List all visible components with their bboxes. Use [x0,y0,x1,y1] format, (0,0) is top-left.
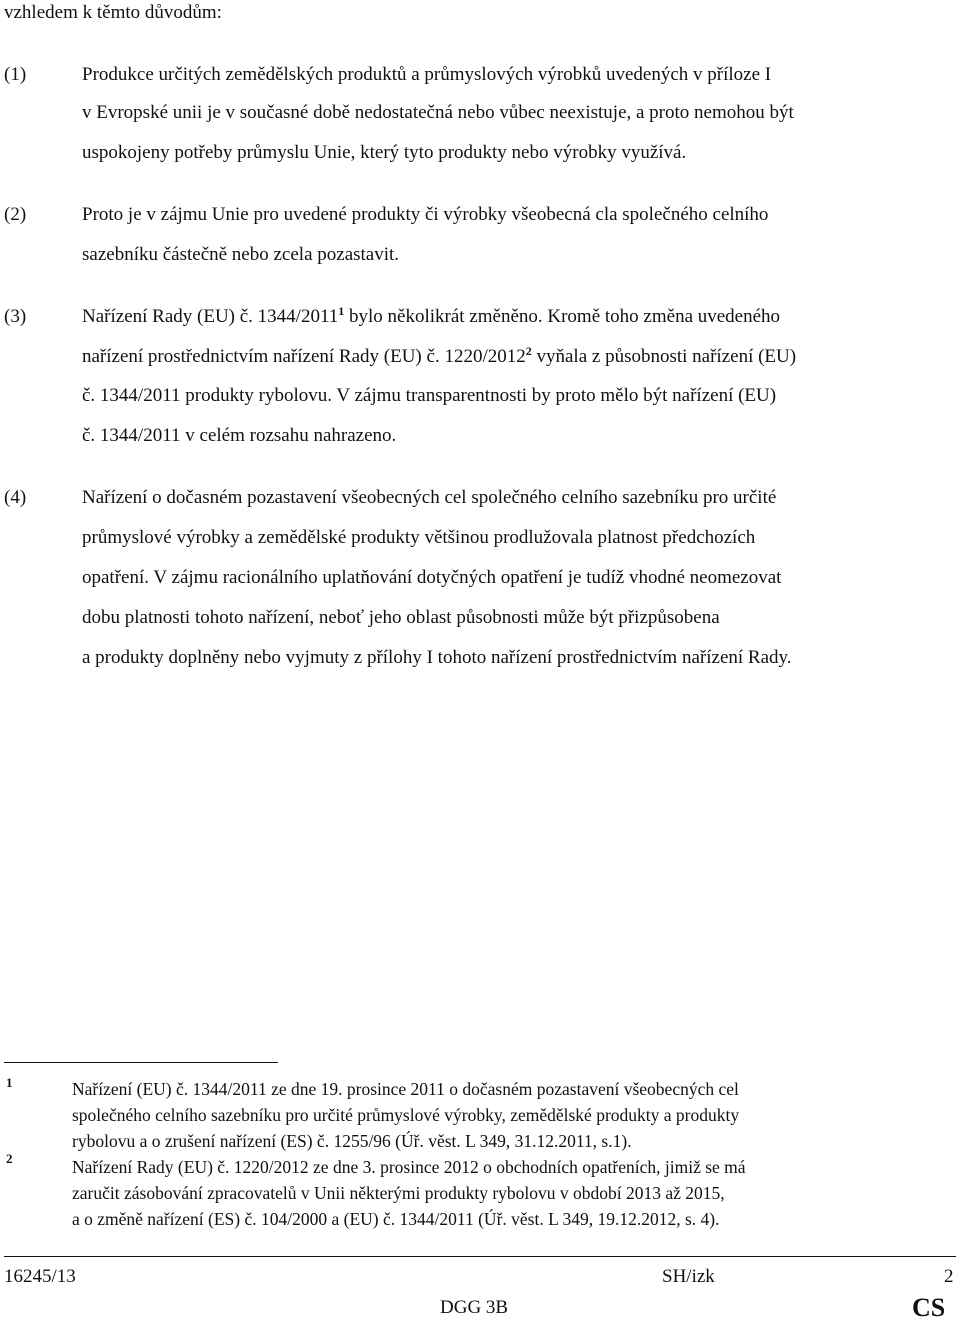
footnote-number: 2 [6,1151,13,1166]
footnote-line: Nařízení (EU) č. 1344/2011 ze dne 19. prosince 2011 o dočasném pozastavení všeobecných cel [72,1079,739,1099]
footnote-line: společného celního sazebníku pro určité průmyslové výrobky, zemědělské produkty a produkty [72,1105,740,1125]
recital-number: (4) [4,487,27,508]
recital-line: Proto je v zájmu Unie pro uvedené produkty či výrobky všeobecná cla společného celního [82,204,769,225]
footnote-line: Nařízení Rady (EU) č. 1220/2012 ze dne 3. prosince 2012 o obchodních opatřeních, jimiž se má [72,1157,746,1177]
recital-number: (1) [4,64,27,85]
recital-line: uspokojeny potřeby průmyslu Unie, který tyto produkty nebo výrobky využívá. [82,142,687,163]
recital-line [82,306,780,328]
recital-line: Nařízení o dočasném pozastavení všeobecných cel společného celního sazebníku pro určité [82,487,777,508]
recital-line: Produkce určitých zemědělských produktů a průmyslových výrobků uvedených v příloze I [82,64,772,85]
recital-line: opatření. V zájmu racionálního uplatňování dotyčných opatření je tudíž vhodné neomezovat [82,567,782,588]
recital-number: (3) [4,306,27,327]
recital-text: bylo několikrát změněno. Kromě toho změna uvedeného [344,306,781,327]
author-initials: SH/izk [662,1266,715,1287]
intro-text: vzhledem k těmto důvodům: [4,2,222,23]
footnote-number: 1 [6,1075,13,1090]
recital-line: průmyslové výrobky a zemědělské produkty většinou prodlužovala platnost předchozích [82,527,756,548]
footer-rule [4,1256,956,1257]
recital-line: sazebníku částečně nebo zcela pozastavit. [82,244,400,265]
recital-line: dobu platnosti tohoto nařízení, neboť jeho oblast působnosti může být přizpůsobena [82,607,720,628]
page-number: 2 [944,1266,954,1287]
footnote-line: a o změně nařízení (ES) č. 104/2000 a (EU) č. 1344/2011 (Úř. věst. L 349, 19.12.2012, s. 4). [72,1209,720,1229]
recital-text: Nařízení Rady (EU) č. 1344/2011 [82,306,339,327]
directorate-code: DGG 3B [440,1297,509,1318]
recital-line: č. 1344/2011 produkty rybolovu. V zájmu transparentnosti by proto mělo být nařízení (EU) [82,385,777,406]
footnote-ref[interactable]: 1 [338,304,345,318]
footnote-line: rybolovu a o zrušení nařízení (ES) č. 1255/96 (Úř. věst. L 349, 31.12.2011, s.1). [72,1131,632,1151]
recital-line [82,346,796,368]
recital-line: a produkty doplněny nebo vyjmuty z přílohy I tohoto nařízení prostřednictvím nařízení Rady. [82,647,792,668]
footnote-separator [4,1062,278,1063]
doc-number: 16245/13 [4,1266,76,1287]
recital-text: vyňala z působnosti nařízení (EU) [531,346,797,367]
recital-number: (2) [4,204,27,225]
recital-text: nařízení prostřednictvím nařízení Rady (EU) č. 1220/2012 [82,346,526,367]
recital-line: č. 1344/2011 v celém rozsahu nahrazeno. [82,425,397,446]
footnote-ref[interactable]: 2 [525,344,532,358]
footnote-line: zaručit zásobování zpracovatelů v Unii některými produkty rybolovu v období 2013 až 2015, [72,1183,725,1203]
language-code: CS [912,1293,946,1322]
recital-line: v Evropské unii je v současné době nedostatečná nebo vůbec neexistuje, a proto nemohou být [82,102,794,123]
